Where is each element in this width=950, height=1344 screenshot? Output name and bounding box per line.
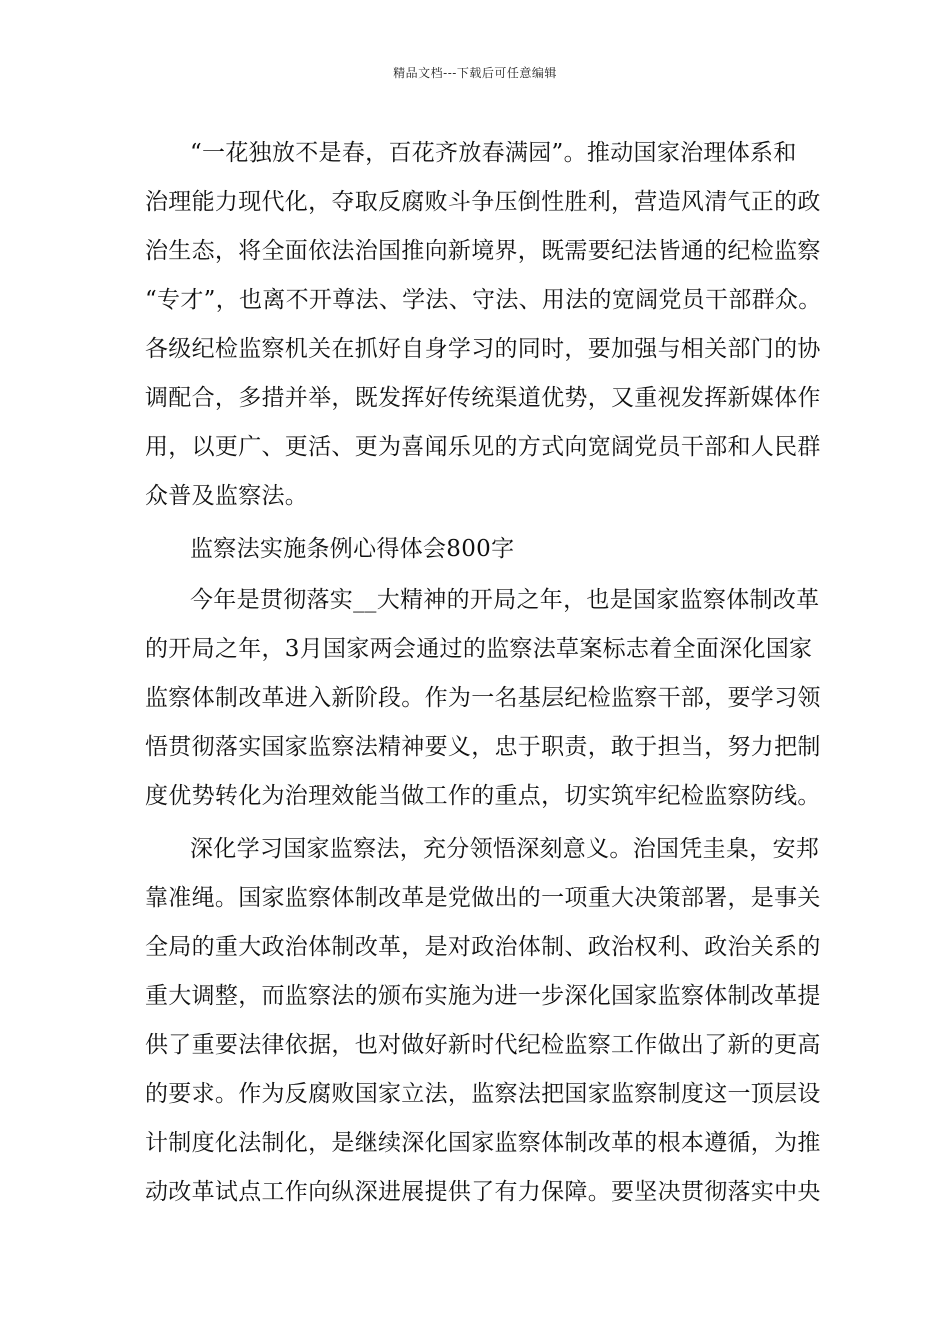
body-line: 重大调整，而监察法的颁布实施为进一步深化国家监察体制改革提 [145,983,821,1009]
body-line: 调配合，多措并举，既发挥好传统渠道优势，又重视发挥新媒体作 [145,385,821,411]
body-line: 的要求。作为反腐败国家立法，监察法把国家监察制度这一顶层设 [145,1081,821,1107]
body-line: 众普及监察法。 [145,483,309,509]
body-line: 用，以更广、更活、更为喜闻乐见的方式向宽阔党员干部和人民群 [145,434,821,460]
body-line: 供了重要法律依据，也对做好新时代纪检监察工作做出了新的更高 [145,1032,821,1058]
body-line: 治理能力现代化，夺取反腐败斗争压倒性胜利，营造风清气正的政 [145,189,821,215]
section-heading: 监察法实施条例心得体会800字 [190,536,515,562]
body-line: 监察体制改革进入新阶段。作为一名基层纪检监察干部，要学习领 [145,685,821,711]
page-header: 精品文档---下载后可任意编辑 [393,66,557,80]
body-line: 度优势转化为治理效能当做工作的重点，切实筑牢纪检监察防线。 [145,783,821,809]
body-line: 深化学习国家监察法，充分领悟深刻意义。治国凭圭臬，安邦 [190,836,820,862]
body-line: “一花独放不是春，百花齐放春满园”。推动国家治理体系和 [190,140,797,166]
body-line: 悟贯彻落实国家监察法精神要义，忠于职责，敢于担当，努力把制 [145,734,821,760]
body-line: 动改革试点工作向纵深进展提供了有力保障。要坚决贯彻落实中央 [145,1179,821,1205]
body-line: 靠准绳。国家监察体制改革是党做出的一项重大决策部署，是事关 [145,885,821,911]
body-line: 计制度化法制化，是继续深化国家监察体制改革的根本遵循，为推 [145,1130,821,1156]
body-line: 治生态，将全面依法治国推向新境界，既需要纪法皆通的纪检监察 [145,238,821,264]
body-line: 各级纪检监察机关在抓好自身学习的同时，要加强与相关部门的协 [145,336,821,362]
body-line: “专才”，也离不开尊法、学法、守法、用法的宽阔党员干部群众。 [145,287,822,313]
body-line: 的开局之年，3月国家两会通过的监察法草案标志着全面深化国家 [145,636,813,662]
body-line: 今年是贯彻落实__大精神的开局之年，也是国家监察体制改革 [190,587,820,613]
body-line: 全局的重大政治体制改革，是对政治体制、政治权利、政治关系的 [145,934,821,960]
